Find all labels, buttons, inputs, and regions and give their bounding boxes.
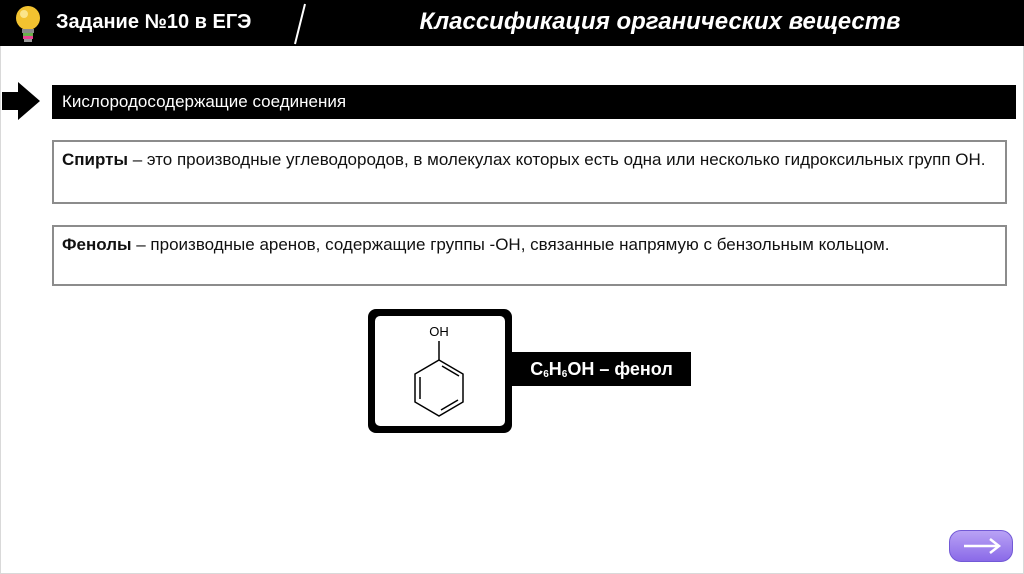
structure-panel (375, 316, 505, 426)
task-label: Задание №10 в ЕГЭ (56, 11, 252, 33)
definition-term: Фенолы (62, 235, 132, 254)
section-title: Кислородосодержащие соединения (52, 85, 1016, 119)
phenol-structure (368, 309, 512, 433)
header-divider (292, 2, 308, 46)
formula-carbon: C (530, 359, 544, 379)
arrow-right-icon (0, 80, 42, 122)
benzene-ring-diagram (375, 316, 505, 426)
hydroxyl-label: OH (429, 324, 449, 339)
definition-alcohols (52, 140, 1007, 204)
definition-text: – это производные углеводородов, в молекулах которых есть одна или несколько гидроксильных групп ОН. (128, 150, 986, 169)
definition-phenols (52, 225, 1007, 286)
definition-text: – производные аренов, содержащие группы -ОН, связанные напрямую с бензольным кольцом. (131, 235, 890, 254)
arrow-right-icon (962, 537, 1002, 555)
formula-hydrogen: H (548, 359, 562, 379)
header-bar (0, 0, 1024, 46)
page-title: Классификация органических веществ (419, 8, 901, 35)
lightbulb-icon (8, 3, 48, 45)
phenol-formula (512, 352, 691, 386)
formula-hydrogen-count: 6 (561, 369, 568, 380)
formula-carbon-count: 6 (543, 369, 549, 380)
formula-hydroxyl: OH (567, 359, 595, 379)
definition-term: Спирты (62, 150, 128, 169)
next-slide-button[interactable] (949, 530, 1013, 562)
formula-name: – фенол (594, 359, 673, 379)
